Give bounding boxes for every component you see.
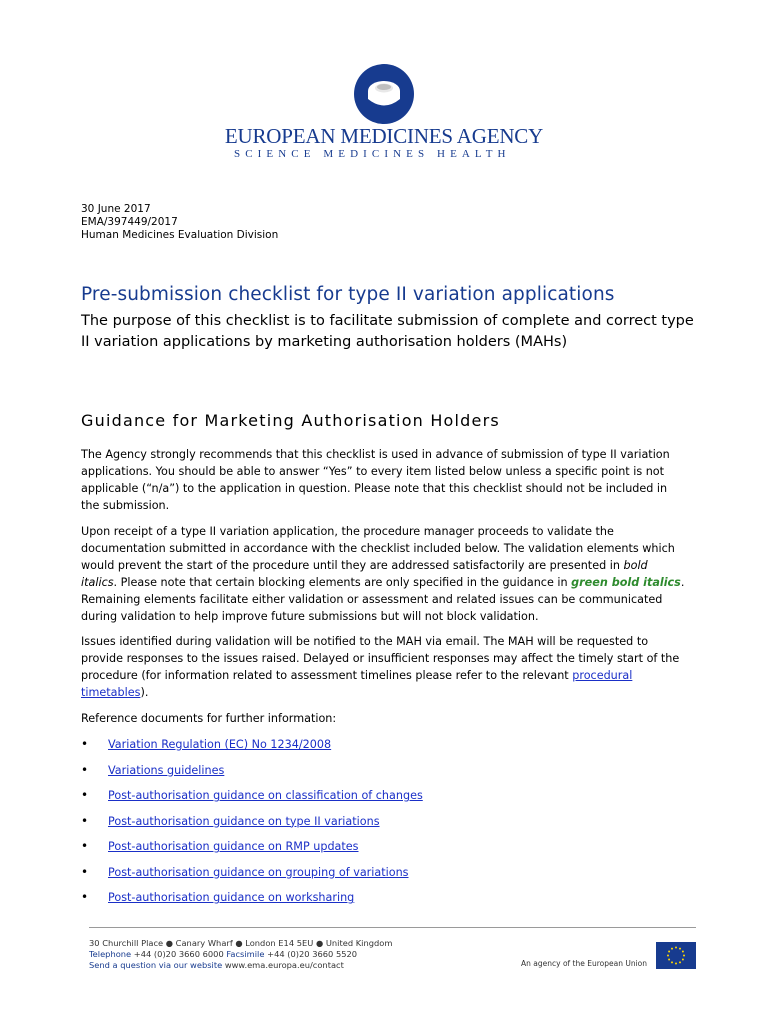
reference-link-classification[interactable]: Post-authorisation guidance on classification of changes	[108, 789, 423, 802]
paragraph-validation-text-3: . Remaining elements facilitate either validation or assessment and related issues can be communicated during validation to help improve future submissions but will not block validation.	[81, 576, 685, 623]
facsimile-label: Facsimile	[226, 948, 265, 959]
reference-intro: Reference documents for further information:	[81, 712, 337, 725]
bullet-icon: •	[81, 737, 89, 751]
paragraph-validation	[81, 523, 687, 625]
section-heading: Guidance for Marketing Authorisation Holders	[81, 411, 500, 430]
bullet-icon: •	[81, 813, 89, 828]
green-bold-italics-term: green bold italics	[571, 576, 681, 589]
reference-link-variations-guidelines[interactable]: Variations guidelines	[108, 763, 225, 777]
procedural-timetables-link[interactable]: procedural timetables	[81, 669, 633, 699]
reference-link-rmp[interactable]: Post-authorisation guidance on RMP updates	[108, 840, 359, 853]
document-meta	[81, 203, 278, 242]
footer-contact	[89, 938, 392, 970]
telephone-number: +44 (0)20 3660 6000	[133, 948, 224, 959]
document-subtitle: The purpose of this checklist is to facilitate submission of complete and correct type II variation applications by marketing authorisation holders (MAHs)	[81, 313, 694, 350]
bullet-icon: •	[81, 788, 89, 802]
paragraph-validation-text-1: Upon receipt of a type II variation application, the procedure manager proceeds to validate the documentation submitted in accordance with the checklist included below. The validation elements which would prevent the start of the procedure until they are addressed satisfactorily are presented in	[81, 525, 675, 572]
agency-name: EUROPEAN MEDICINES AGENCY	[224, 124, 544, 148]
eu-flag-icon	[656, 942, 696, 969]
bullet-icon: •	[81, 762, 89, 777]
bullet-icon: •	[81, 864, 89, 879]
bold-italics-term: bold italics	[81, 559, 648, 589]
footer-phone-line	[89, 949, 392, 960]
reference-link-worksharing[interactable]: Post-authorisation guidance on worksharing	[108, 891, 355, 904]
ema-logo-icon	[354, 64, 414, 124]
agency-tagline: SCIENCE MEDICINES HEALTH	[234, 148, 511, 160]
eu-agency-note: An agency of the European Union	[521, 959, 648, 968]
document-date: 30 June 2017	[81, 203, 151, 215]
paragraph-issues-text-2: ).	[140, 686, 149, 699]
footer-address: 30 Churchill Place ● Canary Wharf ● London E14 5EU ● United Kingdom	[89, 938, 393, 948]
paragraph-recommendation: The Agency strongly recommends that this checklist is used in advance of submission of type II variation applications. You should be able to answer “Yes” to every item listed below unless a specific point is not applicable (“n/a”) to the application in question. Please note that this checklist should not be included in the submission.	[81, 448, 670, 512]
paragraph-issues-text-1: Issues identified during validation will be notified to the MAH via email. The MAH will be requested to provide responses to the issues raised. Delayed or insufficient responses may affect the timely start of the procedure (for information related to assessment timelines please refer to the relevant	[81, 635, 680, 682]
paragraph-issues	[81, 633, 687, 701]
document-title: Pre-submission checklist for type II variation applications	[81, 284, 615, 305]
footer-web-line	[89, 960, 392, 971]
document-division: Human Medicines Evaluation Division	[81, 229, 279, 241]
reference-link-variation-regulation[interactable]: Variation Regulation (EC) No 1234/2008	[108, 738, 332, 751]
website-link[interactable]: www.ema.europa.eu/contact	[224, 959, 344, 970]
document-reference: EMA/397449/2017	[81, 216, 178, 228]
bullet-icon: •	[81, 839, 89, 853]
facsimile-number: +44 (0)20 3660 5520	[267, 948, 358, 959]
footer-divider	[89, 927, 696, 928]
reference-link-type-ii[interactable]: Post-authorisation guidance on type II variations	[108, 814, 380, 828]
reference-link-grouping[interactable]: Post-authorisation guidance on grouping of variations	[108, 865, 409, 879]
telephone-label: Telephone	[89, 948, 132, 959]
bullet-icon: •	[81, 890, 89, 904]
question-label: Send a question via our website	[89, 959, 223, 970]
paragraph-validation-text-2: . Please note that certain blocking elements are only specified in the guidance in	[113, 576, 572, 589]
